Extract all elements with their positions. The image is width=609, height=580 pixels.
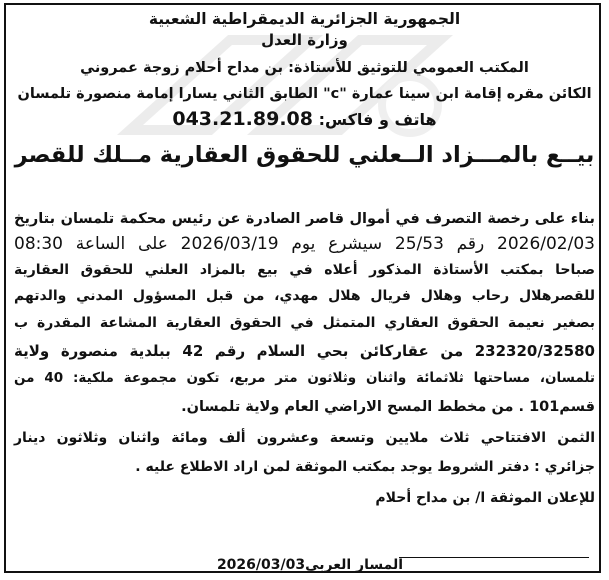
body-line: بصغير نعيمة الحقوق العقاري المتمثل في الحقوق العقارية المشاعة المقدرة ب — [14, 315, 595, 331]
body-line: 232320/32580 من عقاركائن بحي السلام رقم 42 ببلدية منصورة ولاية — [14, 342, 595, 360]
phone-number: 043.21.89.08 — [172, 108, 313, 130]
phone-label: هاتف و فاكس: — [318, 110, 437, 129]
ministry-heading: وزارة العدل — [261, 31, 348, 49]
publication-date: 2026/03/03 — [216, 557, 306, 573]
notice-title: بيــع بالمـــزاد الــعلني للحقوق العقارية مــلك للقصر — [14, 142, 595, 168]
office-line: المكتب العمومي للتوثيق للأستاذة: بن مداح أحلام زوجة عمروني — [80, 60, 529, 76]
phone-line — [14, 109, 595, 130]
body-line: صباحا بمكتب الأستاذة المذكور أعلاه في بيع بالمزاد العلني للحقوق العقارية — [14, 262, 595, 278]
body-line: للقصرهلال رحاب وهلال فريال هلال مهدي، من قبل المسؤول المدني والدتهم — [14, 288, 595, 304]
republic-heading: الجمهورية الجزائرية الديمقراطية الشعبية — [148, 10, 461, 28]
body-line: 2026/02/03 رقم 25/53 سيشرع يوم 2026/03/19 على الساعة 08:30 — [14, 234, 595, 254]
footer-divider — [399, 557, 589, 558]
body-line: قسم101 . من مخطط المسح الاراضي العام ولاية تلمسان. — [181, 399, 595, 415]
footer-source — [200, 556, 420, 574]
body-line: جزائري : دفتر الشروط يوجد بمكتب الموثقة لمن اراد الاطلاع عليه . — [135, 459, 595, 475]
body-line: تلمسان، مساحتها ثلاثمائة واثنان وثلاثون متر مربع، تكون مجموعة ملكية: 40 من — [14, 370, 595, 386]
body-line: بناء على رخصة التصرف في أموال قاصر الصادرة عن رئيس محكمة تلمسان بتاريخ — [14, 211, 595, 227]
signature-line: للإعلان الموثقة ا/ بن مداح أحلام — [375, 490, 595, 506]
address-line: الكائن مقره إقامة ابن سينا عمارة "c" الطابق الثاني يسارا إمامة منصورة تلمسان — [17, 86, 592, 102]
body-line: الثمن الافتتاحي ثلاث ملايين وتسعة وعشرون ألف ومائة واثنان وثلاثون دينار — [14, 430, 595, 446]
newspaper-name: المسار العربي — [305, 557, 404, 573]
